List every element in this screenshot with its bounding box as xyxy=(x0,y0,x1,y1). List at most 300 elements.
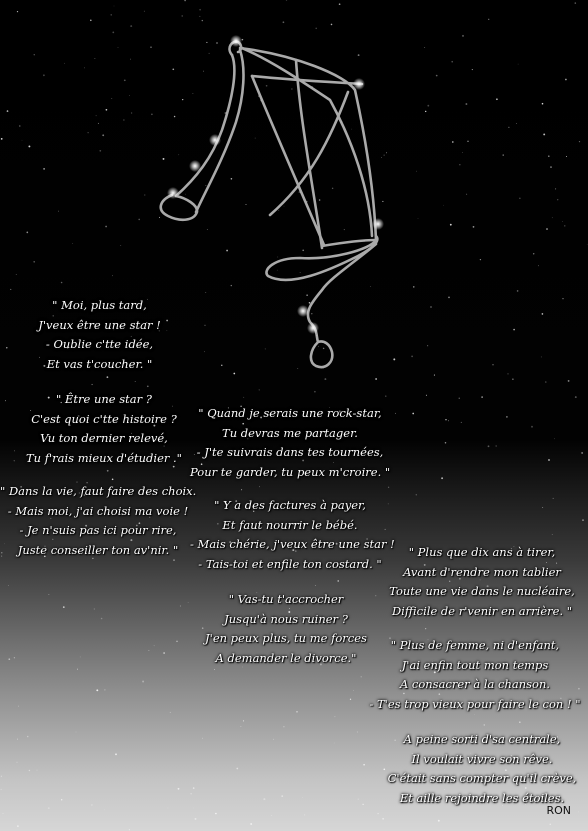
star xyxy=(27,736,29,738)
star xyxy=(427,105,429,107)
star xyxy=(202,20,203,21)
poem-line: Toute une vie dans le nucléaire, xyxy=(389,584,575,598)
star xyxy=(411,356,413,358)
star xyxy=(277,257,278,258)
star xyxy=(311,313,312,314)
star xyxy=(334,716,335,717)
stanza-8 xyxy=(362,636,588,714)
star xyxy=(163,652,165,654)
poem-line: - Mais chérie, j'veux être une star ! xyxy=(190,537,395,551)
star xyxy=(465,103,467,105)
star xyxy=(241,726,242,727)
star xyxy=(193,93,194,94)
star xyxy=(508,127,509,128)
star xyxy=(199,9,201,11)
star xyxy=(568,380,570,382)
star xyxy=(557,199,558,200)
star xyxy=(418,218,419,219)
star xyxy=(358,54,360,56)
star xyxy=(550,824,551,825)
star xyxy=(112,275,113,276)
star xyxy=(182,99,183,100)
star xyxy=(131,112,132,113)
star xyxy=(492,364,493,365)
star xyxy=(1,789,2,790)
star xyxy=(209,53,210,54)
star xyxy=(555,188,556,189)
star xyxy=(443,205,444,206)
bright-star xyxy=(189,160,201,172)
star xyxy=(386,152,387,153)
star xyxy=(77,669,78,670)
star xyxy=(149,650,150,651)
star xyxy=(324,378,326,380)
star xyxy=(180,605,181,606)
star xyxy=(484,724,485,725)
star xyxy=(18,706,19,707)
star xyxy=(472,69,473,70)
star xyxy=(144,194,145,195)
poem-line: A demander le divorce." xyxy=(215,650,357,665)
star xyxy=(221,365,222,366)
star xyxy=(291,88,292,89)
star xyxy=(578,811,579,812)
star xyxy=(506,416,508,418)
poem-line: Vu ton dernier relevé, xyxy=(40,431,168,445)
star xyxy=(358,799,359,800)
star xyxy=(204,351,205,352)
bright-star xyxy=(353,78,365,90)
star xyxy=(412,413,414,415)
star xyxy=(231,178,233,180)
star xyxy=(370,286,371,287)
star xyxy=(34,54,35,55)
star xyxy=(351,129,352,130)
star xyxy=(438,820,440,822)
poem-line: C'est quoi c'tte histoire ? xyxy=(31,411,177,426)
star xyxy=(121,245,122,246)
poem-line: " Plus que dix ans à tirer, xyxy=(408,545,556,559)
poem-line: - Mais moi, j'ai choisi ma voie ! xyxy=(7,503,189,518)
star xyxy=(236,768,238,770)
poem-line: Et vas t'coucher. " xyxy=(46,356,153,371)
star xyxy=(363,764,365,766)
poem-line: A consacrer à la chanson. xyxy=(399,677,551,691)
star xyxy=(49,594,50,595)
star xyxy=(448,420,449,421)
star xyxy=(106,109,108,111)
star xyxy=(533,253,534,254)
star xyxy=(64,63,65,64)
star xyxy=(516,123,517,124)
star xyxy=(48,807,50,809)
star xyxy=(14,657,15,658)
star xyxy=(413,286,414,287)
star xyxy=(107,470,109,472)
star xyxy=(10,289,11,290)
star xyxy=(90,20,92,22)
constellation-stars xyxy=(167,35,384,334)
star xyxy=(334,743,335,744)
star xyxy=(566,156,567,157)
star xyxy=(43,168,45,170)
star xyxy=(496,446,497,447)
star xyxy=(552,534,553,535)
star xyxy=(550,166,551,167)
poem-line: - Oublie c'tte idée, xyxy=(45,337,154,351)
star xyxy=(552,217,553,218)
star xyxy=(393,358,395,360)
star xyxy=(384,155,385,156)
star xyxy=(357,732,358,733)
star xyxy=(507,373,508,374)
star xyxy=(473,226,475,228)
star xyxy=(436,75,438,77)
bright-star xyxy=(307,322,319,334)
star xyxy=(445,419,446,420)
star xyxy=(112,32,114,34)
star xyxy=(259,389,260,390)
star xyxy=(462,35,464,37)
star xyxy=(129,829,130,830)
star xyxy=(546,228,548,230)
star xyxy=(96,689,98,691)
star xyxy=(202,738,203,739)
star xyxy=(309,302,311,304)
stanza-1 xyxy=(22,296,177,374)
constellation-drawing xyxy=(161,42,378,367)
stanza-7 xyxy=(376,543,588,621)
star xyxy=(203,71,204,72)
star xyxy=(474,714,475,715)
star xyxy=(241,489,242,490)
star xyxy=(28,145,30,147)
star xyxy=(304,814,305,815)
stanza-9 xyxy=(382,730,582,808)
star xyxy=(332,188,333,189)
star xyxy=(231,285,232,286)
star xyxy=(488,19,489,20)
star xyxy=(80,656,81,657)
star xyxy=(306,295,307,296)
star xyxy=(375,378,377,380)
poem-line: J'veux être une star ! xyxy=(38,317,161,332)
star xyxy=(124,79,126,81)
poem-line: " Dans la vie, faut faire des choix. xyxy=(0,484,197,498)
star xyxy=(76,732,77,733)
star xyxy=(281,795,283,797)
star xyxy=(488,445,490,447)
star xyxy=(154,645,155,646)
star xyxy=(105,226,107,228)
star xyxy=(542,507,543,508)
star xyxy=(95,58,96,59)
star xyxy=(6,347,7,348)
star xyxy=(315,28,316,29)
star xyxy=(99,150,101,152)
poem-line: Difficile de r'venir en arrière. " xyxy=(391,603,573,618)
poem-line: Avant d'rendre mon tablier xyxy=(403,564,561,579)
star xyxy=(382,818,383,819)
star xyxy=(17,739,18,740)
star xyxy=(178,788,180,790)
star xyxy=(130,25,132,27)
star xyxy=(314,391,316,393)
star xyxy=(193,808,194,809)
author-signature: RON xyxy=(546,804,571,817)
star xyxy=(26,232,28,234)
star xyxy=(427,345,428,346)
poem-line: Jusqu'à nous ruiner ? xyxy=(224,611,348,626)
star xyxy=(172,68,174,70)
star xyxy=(216,42,217,43)
star xyxy=(147,385,149,387)
star xyxy=(395,413,396,414)
star xyxy=(284,206,285,207)
star xyxy=(185,194,186,195)
star xyxy=(425,628,426,629)
star xyxy=(587,244,588,245)
star xyxy=(542,313,544,315)
bright-star xyxy=(372,218,384,230)
star xyxy=(319,199,321,201)
star xyxy=(300,272,301,273)
star xyxy=(350,699,351,700)
star xyxy=(159,217,160,218)
star xyxy=(102,134,104,136)
star xyxy=(190,793,191,794)
star xyxy=(16,762,17,763)
star xyxy=(283,726,284,727)
star xyxy=(176,641,177,642)
star xyxy=(548,459,550,461)
poem-line: Pour te garder, tu peux m'croire. " xyxy=(190,464,391,479)
stanza-6 xyxy=(200,590,372,668)
poem-line: Juste conseiller ton av'nir. " xyxy=(17,542,179,557)
star xyxy=(58,211,59,212)
star xyxy=(129,95,130,96)
star xyxy=(19,125,20,126)
star xyxy=(142,681,144,683)
star xyxy=(302,250,304,252)
star xyxy=(107,376,109,378)
star xyxy=(434,375,435,376)
poem-line: - J'te suivrais dans tes tournées, xyxy=(196,445,384,459)
stanza-5 xyxy=(190,496,395,574)
star xyxy=(91,804,92,805)
poem-line: - T'es trop vieux pour faire le con ! " xyxy=(369,696,581,711)
star xyxy=(17,11,18,12)
star xyxy=(111,98,112,99)
star xyxy=(296,711,298,713)
star xyxy=(323,348,325,350)
star xyxy=(462,152,463,153)
star xyxy=(564,225,565,226)
star xyxy=(441,477,443,479)
star xyxy=(286,0,287,1)
star xyxy=(84,68,85,69)
star xyxy=(416,171,417,172)
star xyxy=(579,141,580,142)
star xyxy=(255,138,256,139)
star xyxy=(451,61,453,63)
star xyxy=(430,306,431,307)
star xyxy=(150,47,151,48)
poem-line: " Moi, plus tard, xyxy=(52,298,147,312)
star xyxy=(353,690,354,691)
star xyxy=(214,669,215,670)
star xyxy=(43,74,45,76)
star xyxy=(582,519,584,521)
poem-line: " Plus de femme, ni d'enfant, xyxy=(390,638,560,652)
star xyxy=(135,381,136,382)
star xyxy=(503,154,504,155)
poem-line: " Vas-tu t'accrocher xyxy=(228,592,344,606)
star xyxy=(315,585,316,586)
star xyxy=(519,198,520,199)
star xyxy=(170,712,171,713)
star xyxy=(554,438,555,439)
star xyxy=(512,378,513,379)
star xyxy=(461,422,462,423)
star xyxy=(425,111,426,112)
star xyxy=(104,810,105,811)
star xyxy=(448,297,450,299)
star xyxy=(3,813,4,814)
star xyxy=(104,689,105,690)
star xyxy=(362,804,363,805)
star xyxy=(1,138,3,140)
star xyxy=(243,397,244,398)
star xyxy=(96,115,97,116)
star xyxy=(548,155,550,157)
poem-line: A peine sorti d'sa centrale, xyxy=(403,732,561,746)
poem-line: " Être une star ? xyxy=(56,392,152,406)
star xyxy=(297,368,298,369)
star xyxy=(545,381,547,383)
star xyxy=(518,64,519,65)
star xyxy=(273,739,274,740)
star xyxy=(163,158,165,160)
star xyxy=(344,229,345,230)
star xyxy=(5,400,6,401)
star xyxy=(513,329,515,331)
star xyxy=(542,103,544,105)
star xyxy=(480,259,481,260)
star xyxy=(174,116,176,118)
star xyxy=(385,395,386,396)
star xyxy=(381,157,382,158)
star xyxy=(541,356,542,357)
star xyxy=(426,395,427,396)
bright-star xyxy=(167,187,179,199)
star xyxy=(271,815,272,816)
star xyxy=(206,42,207,43)
star xyxy=(72,243,73,244)
star xyxy=(184,0,186,1)
star xyxy=(16,274,17,275)
star xyxy=(263,798,265,800)
star xyxy=(188,602,189,603)
star xyxy=(452,141,454,143)
star xyxy=(283,21,285,23)
poem-line: " Y a des factures à payer, xyxy=(214,498,366,512)
poem-line: Tu devras me partager. xyxy=(222,425,358,440)
star xyxy=(517,290,519,292)
star xyxy=(496,98,498,100)
poem-line: Et aille rejoindre les étoiles. xyxy=(399,790,565,805)
star xyxy=(466,194,467,195)
star xyxy=(193,787,195,789)
star xyxy=(63,606,65,608)
star xyxy=(7,110,9,112)
star xyxy=(233,373,235,375)
star xyxy=(8,658,10,660)
star xyxy=(565,79,567,81)
star xyxy=(181,15,182,16)
poem-line: Il voulait vivre son rêve. xyxy=(411,751,553,766)
star xyxy=(22,140,23,141)
star xyxy=(101,618,103,620)
star xyxy=(195,818,197,820)
star xyxy=(205,185,206,186)
poem-line: Tu f'rais mieux d'étudier ." xyxy=(26,450,182,465)
star xyxy=(243,720,244,721)
star xyxy=(553,498,554,499)
star xyxy=(467,141,468,142)
star xyxy=(98,123,99,124)
star xyxy=(277,270,278,271)
star xyxy=(339,3,341,5)
poem-line: J'en peux plus, tu me forces xyxy=(205,631,367,645)
poem-line: - Je n'suis pas ici pour rire, xyxy=(19,523,177,537)
poem-line: Et faut nourrir le bébé. xyxy=(222,517,358,532)
star xyxy=(112,479,114,481)
star xyxy=(111,14,112,15)
star xyxy=(575,396,577,398)
star xyxy=(575,2,576,3)
star xyxy=(245,204,246,205)
star xyxy=(543,133,545,135)
bright-star xyxy=(297,305,309,317)
stanza-2 xyxy=(8,390,200,468)
star xyxy=(562,221,563,222)
star xyxy=(318,346,319,347)
star xyxy=(204,325,205,326)
poem-line: - Tais-toi et enfile ton costard. " xyxy=(198,556,382,571)
star xyxy=(459,164,460,165)
star xyxy=(168,808,169,809)
star xyxy=(424,47,425,48)
star xyxy=(445,442,447,444)
star xyxy=(200,16,201,17)
star xyxy=(115,753,117,755)
bright-star xyxy=(230,35,242,47)
star xyxy=(337,580,338,581)
star xyxy=(382,201,383,202)
star xyxy=(91,384,92,385)
star xyxy=(450,224,452,226)
star xyxy=(94,609,95,610)
star xyxy=(17,825,19,827)
star xyxy=(33,261,35,263)
star xyxy=(459,398,460,399)
star xyxy=(215,813,217,815)
star xyxy=(519,721,521,723)
star xyxy=(531,426,533,428)
star xyxy=(259,486,260,487)
star xyxy=(416,494,417,495)
